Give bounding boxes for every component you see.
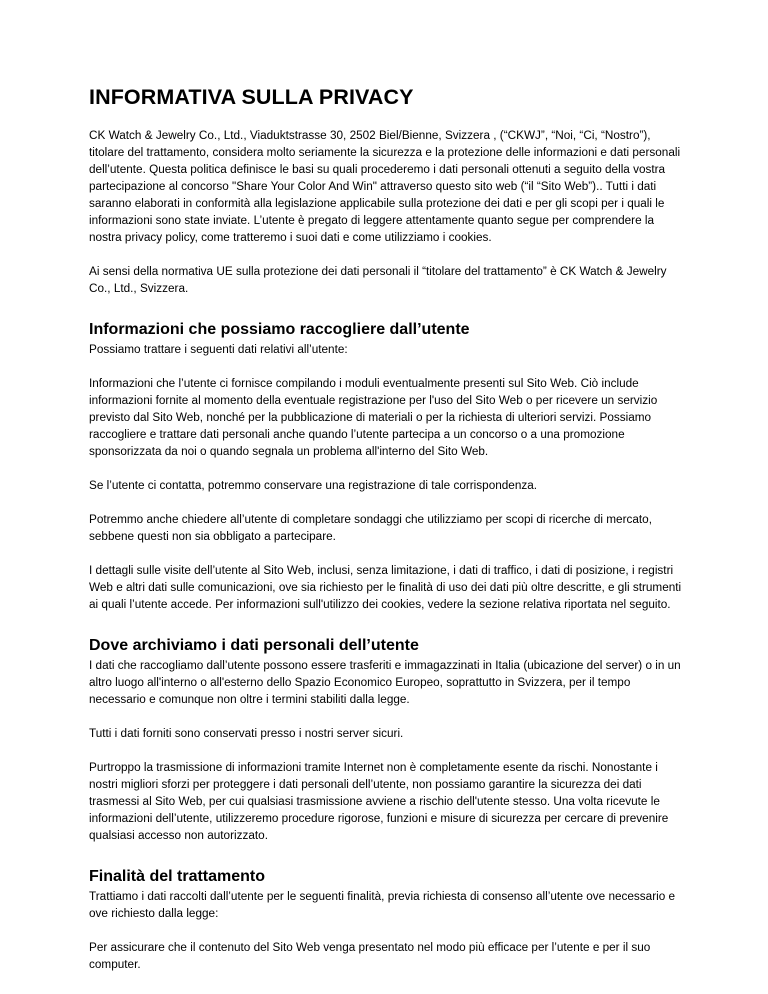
section-data-collected — [89, 320, 682, 613]
section-heading: Informazioni che possiamo raccogliere dall’utente — [89, 321, 470, 338]
section-paragraph: Se l’utente ci contatta, potremmo conservare una registrazione di tale corrispondenza. — [89, 479, 538, 492]
privacy-document — [89, 84, 682, 990]
section-paragraph: Possiamo trattare i seguenti dati relativi all’utente: — [89, 343, 348, 356]
section-paragraph: Trattiamo i dati raccolti dall’utente per le seguenti finalità, previa richiesta di consenso all’utente ove necessario e ove richiesto dalla legge: — [89, 890, 676, 920]
section-paragraph: Purtroppo la trasmissione di informazioni tramite Internet non è completamente esente da rischi. Nonostante i nostri migliori sforzi per proteggere i dati personali dell’utente, non possiamo garantire la sicurezza dei dati trasmessi al Sito Web, per cui qualsiasi trasmissione avviene a rischio dell'utente stesso. Una volta ricevute le informazioni dell’utente, utilizzeremo procedure rigorose, funzioni e misure di sicurezza per cercare di prevenire qualsiasi accesso non autorizzato. — [89, 761, 669, 842]
intro-paragraph: Ai sensi della normativa UE sulla protezione dei dati personali il “titolare del trattamento” è CK Watch & Jewelry Co., Ltd., Svizzera. — [89, 265, 667, 295]
section-paragraph: I dettagli sulle visite dell’utente al Sito Web, inclusi, senza limitazione, i dati di traffico, i dati di posizione, i registri Web e altri dati sulle comunicazioni, ove sia richiesto per le finalità di uso dei dati più oltre descritte, e gli strumenti ai quali l’utente accede. Per informazioni sull'utilizzo dei cookies, vedere la sezione relativa riportata nel seguito. — [89, 564, 682, 611]
section-heading: Finalità del trattamento — [89, 868, 266, 885]
document-title: INFORMATIVA SULLA PRIVACY — [89, 85, 414, 109]
intro-paragraph: CK Watch & Jewelry Co., Ltd., Viaduktstrasse 30, 2502 Biel/Bienne, Svizzera , (“CKWJ”, “Noi, “Ci, “Nostro”), titolare del trattamento, considera molto seriamente la sicurezza e la protezione delle informazioni e dati personali dell’utente. Questa politica definisce le basi su quali procederemo i dati personali ottenuti a seguito della vostra partecipazione al concorso "Share Your Color And Win" attraverso questo sito web (“il “Sito Web”).. Tutti i dati saranno elaborati in conformità alla legislazione applicabile sulla protezione dei dati e per gli scopi per i quali le informazioni sono state inviate. L’utente è pregato di leggere attentamente quanto segue per comprendere la nostra privacy policy, come tratteremo i suoi dati e come utilizziamo i cookies. — [89, 129, 681, 244]
section-paragraph: Potremmo anche chiedere all’utente di completare sondaggi che utilizziamo per scopi di ricerche di mercato, sebbene questi non sia obbligato a partecipare. — [89, 513, 652, 543]
section-paragraph: Tutti i dati forniti sono conservati presso i nostri server sicuri. — [89, 727, 404, 740]
section-purposes — [89, 867, 682, 973]
section-paragraph: Per assicurare che il contenuto del Sito Web venga presentato nel modo più efficace per l’utente e per il suo computer. — [89, 941, 651, 971]
section-heading: Dove archiviamo i dati personali dell’utente — [89, 637, 419, 654]
section-paragraph: I dati che raccogliamo dall’utente possono essere trasferiti e immagazzinati in Italia (ubicazione del server) o in un altro luogo all'interno o all'esterno dello Spazio Economico Europeo, soprattutto in Svizzera, per il tempo necessario e comunque non oltre i termini stabiliti dalla legge. — [89, 659, 681, 706]
section-paragraph: Informazioni che l’utente ci fornisce compilando i moduli eventualmente presenti sul Sito Web. Ciò include informazioni fornite al momento della eventuale registrazione per l'uso del Sito Web o per ricevere un servizio previsto dal Sito Web, nonché per la pubblicazione di materiali o per la richiesta di ulteriori servizi. Possiamo raccogliere e trattare dati personali anche quando l’utente partecipa a un concorso o a una promozione sponsorizzata da noi o quando segnala un problema all'interno del Sito Web. — [89, 377, 658, 458]
section-data-storage — [89, 636, 682, 844]
